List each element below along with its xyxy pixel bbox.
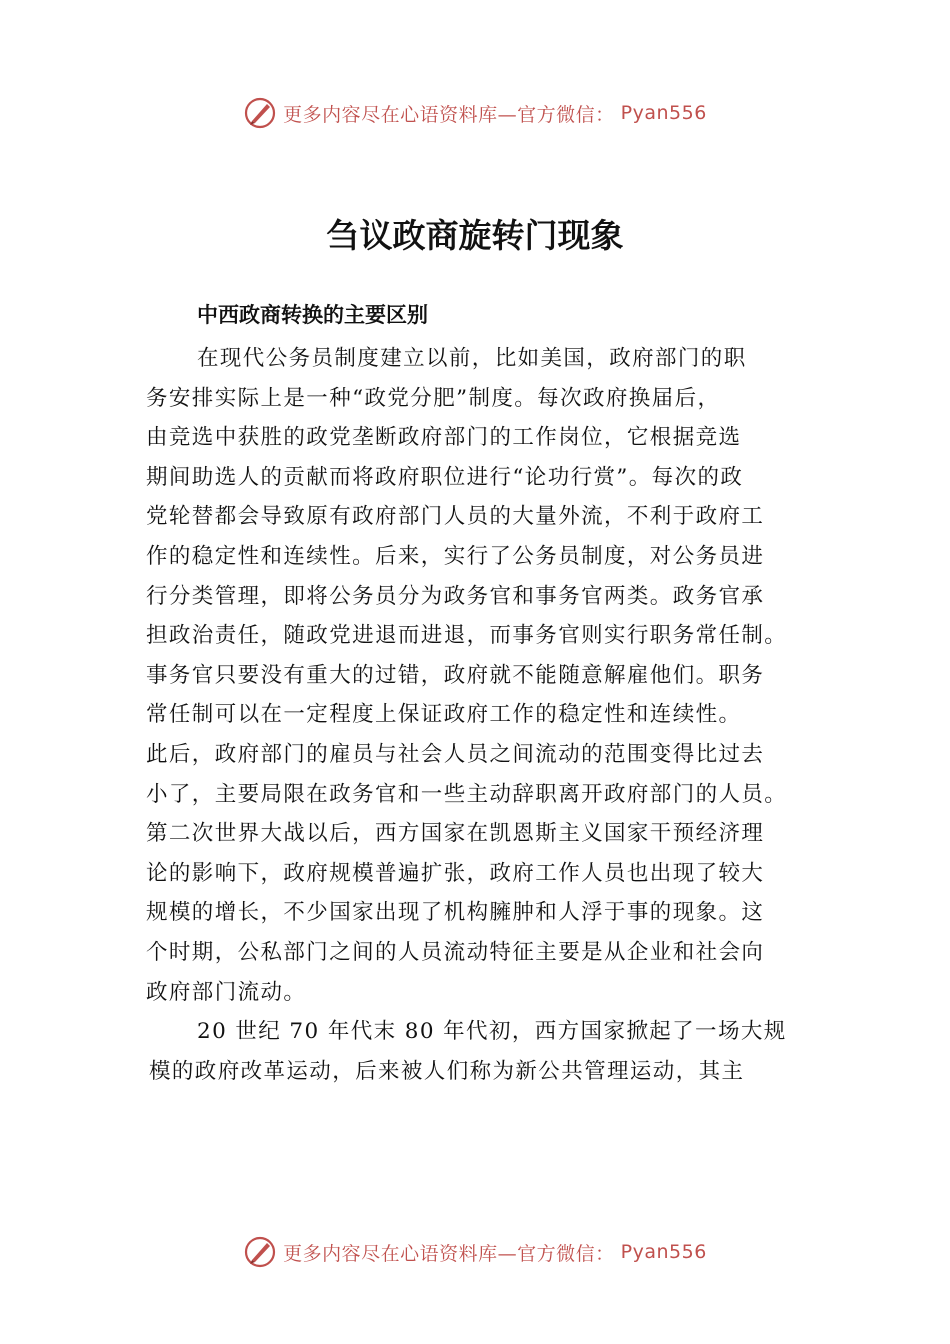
paragraph-line: 规模的增长，不少国家出现了机构臃肿和人浮于事的现象。这 [146, 900, 765, 926]
paragraph-line: 期间助选人的贡献而将政府职位进行“论功行赏”。每次的政 [146, 464, 744, 490]
paragraph-line: 论的影响下，政府规模普遍扩张，政府工作人员也出现了较大 [146, 860, 765, 886]
watermark-text: 更多内容尽在心语资料库—官方微信： [283, 103, 615, 126]
paragraph-line: 党轮替都会导致原有政府部门人员的大量外流，不利于政府工 [146, 504, 765, 530]
paragraph-line: 行分类管理，即将公务员分为政务官和事务官两类。政务官承 [146, 583, 765, 609]
document-title: 刍议政商旋转门现象 [326, 216, 624, 255]
paragraph-line: 20 世纪 70 年代末 80 年代初，西方国家掀起了一场大规 [197, 1019, 787, 1045]
pen-logo-icon [243, 1235, 277, 1269]
paragraph-line: 此后，政府部门的雇员与社会人员之间流动的范围变得比过去 [146, 741, 765, 767]
paragraph-line: 模的政府改革运动，后来被人们称为新公共管理运动，其主 [149, 1058, 745, 1084]
watermark-text: 更多内容尽在心语资料库—官方微信： [283, 1242, 615, 1265]
paragraph-line: 务安排实际上是一种“政党分肥”制度。每次政府换届后， [146, 385, 721, 411]
paragraph-line: 第二次世界大战以后，西方国家在凯恩斯主义国家干预经济理 [146, 821, 765, 847]
paragraph-line: 由竞选中获胜的政党垄断政府部门的工作岗位，它根据竞选 [146, 425, 742, 451]
section-heading: 中西政商转换的主要区别 [197, 303, 428, 327]
paragraph-line: 事务官只要没有重大的过错，政府就不能随意解雇他们。职务 [146, 662, 765, 688]
body-text [146, 339, 836, 1091]
header-watermark [0, 93, 950, 133]
paragraph-line: 在现代公务员制度建立以前，比如美国，政府部门的职 [197, 346, 747, 371]
paragraph-line: 作的稳定性和连续性。后来，实行了公务员制度，对公务员进 [146, 543, 765, 569]
paragraph-line: 政府部门流动。 [146, 979, 307, 1005]
paragraph-line: 小了，主要局限在政务官和一些主动辞职离开政府部门的人员。 [146, 781, 788, 807]
pen-logo-icon [243, 96, 277, 130]
paragraph-line: 常任制可以在一定程度上保证政府工作的稳定性和连续性。 [146, 702, 742, 728]
footer-watermark [0, 1232, 950, 1272]
watermark-wechat-id: Pyan556 [620, 102, 707, 124]
paragraph-line: 担政治责任，随政党进退而进退，而事务官则实行职务常任制。 [146, 623, 788, 649]
watermark-wechat-id: Pyan556 [620, 1241, 707, 1263]
paragraph-line: 个时期，公私部门之间的人员流动特征主要是从企业和社会向 [146, 939, 765, 965]
